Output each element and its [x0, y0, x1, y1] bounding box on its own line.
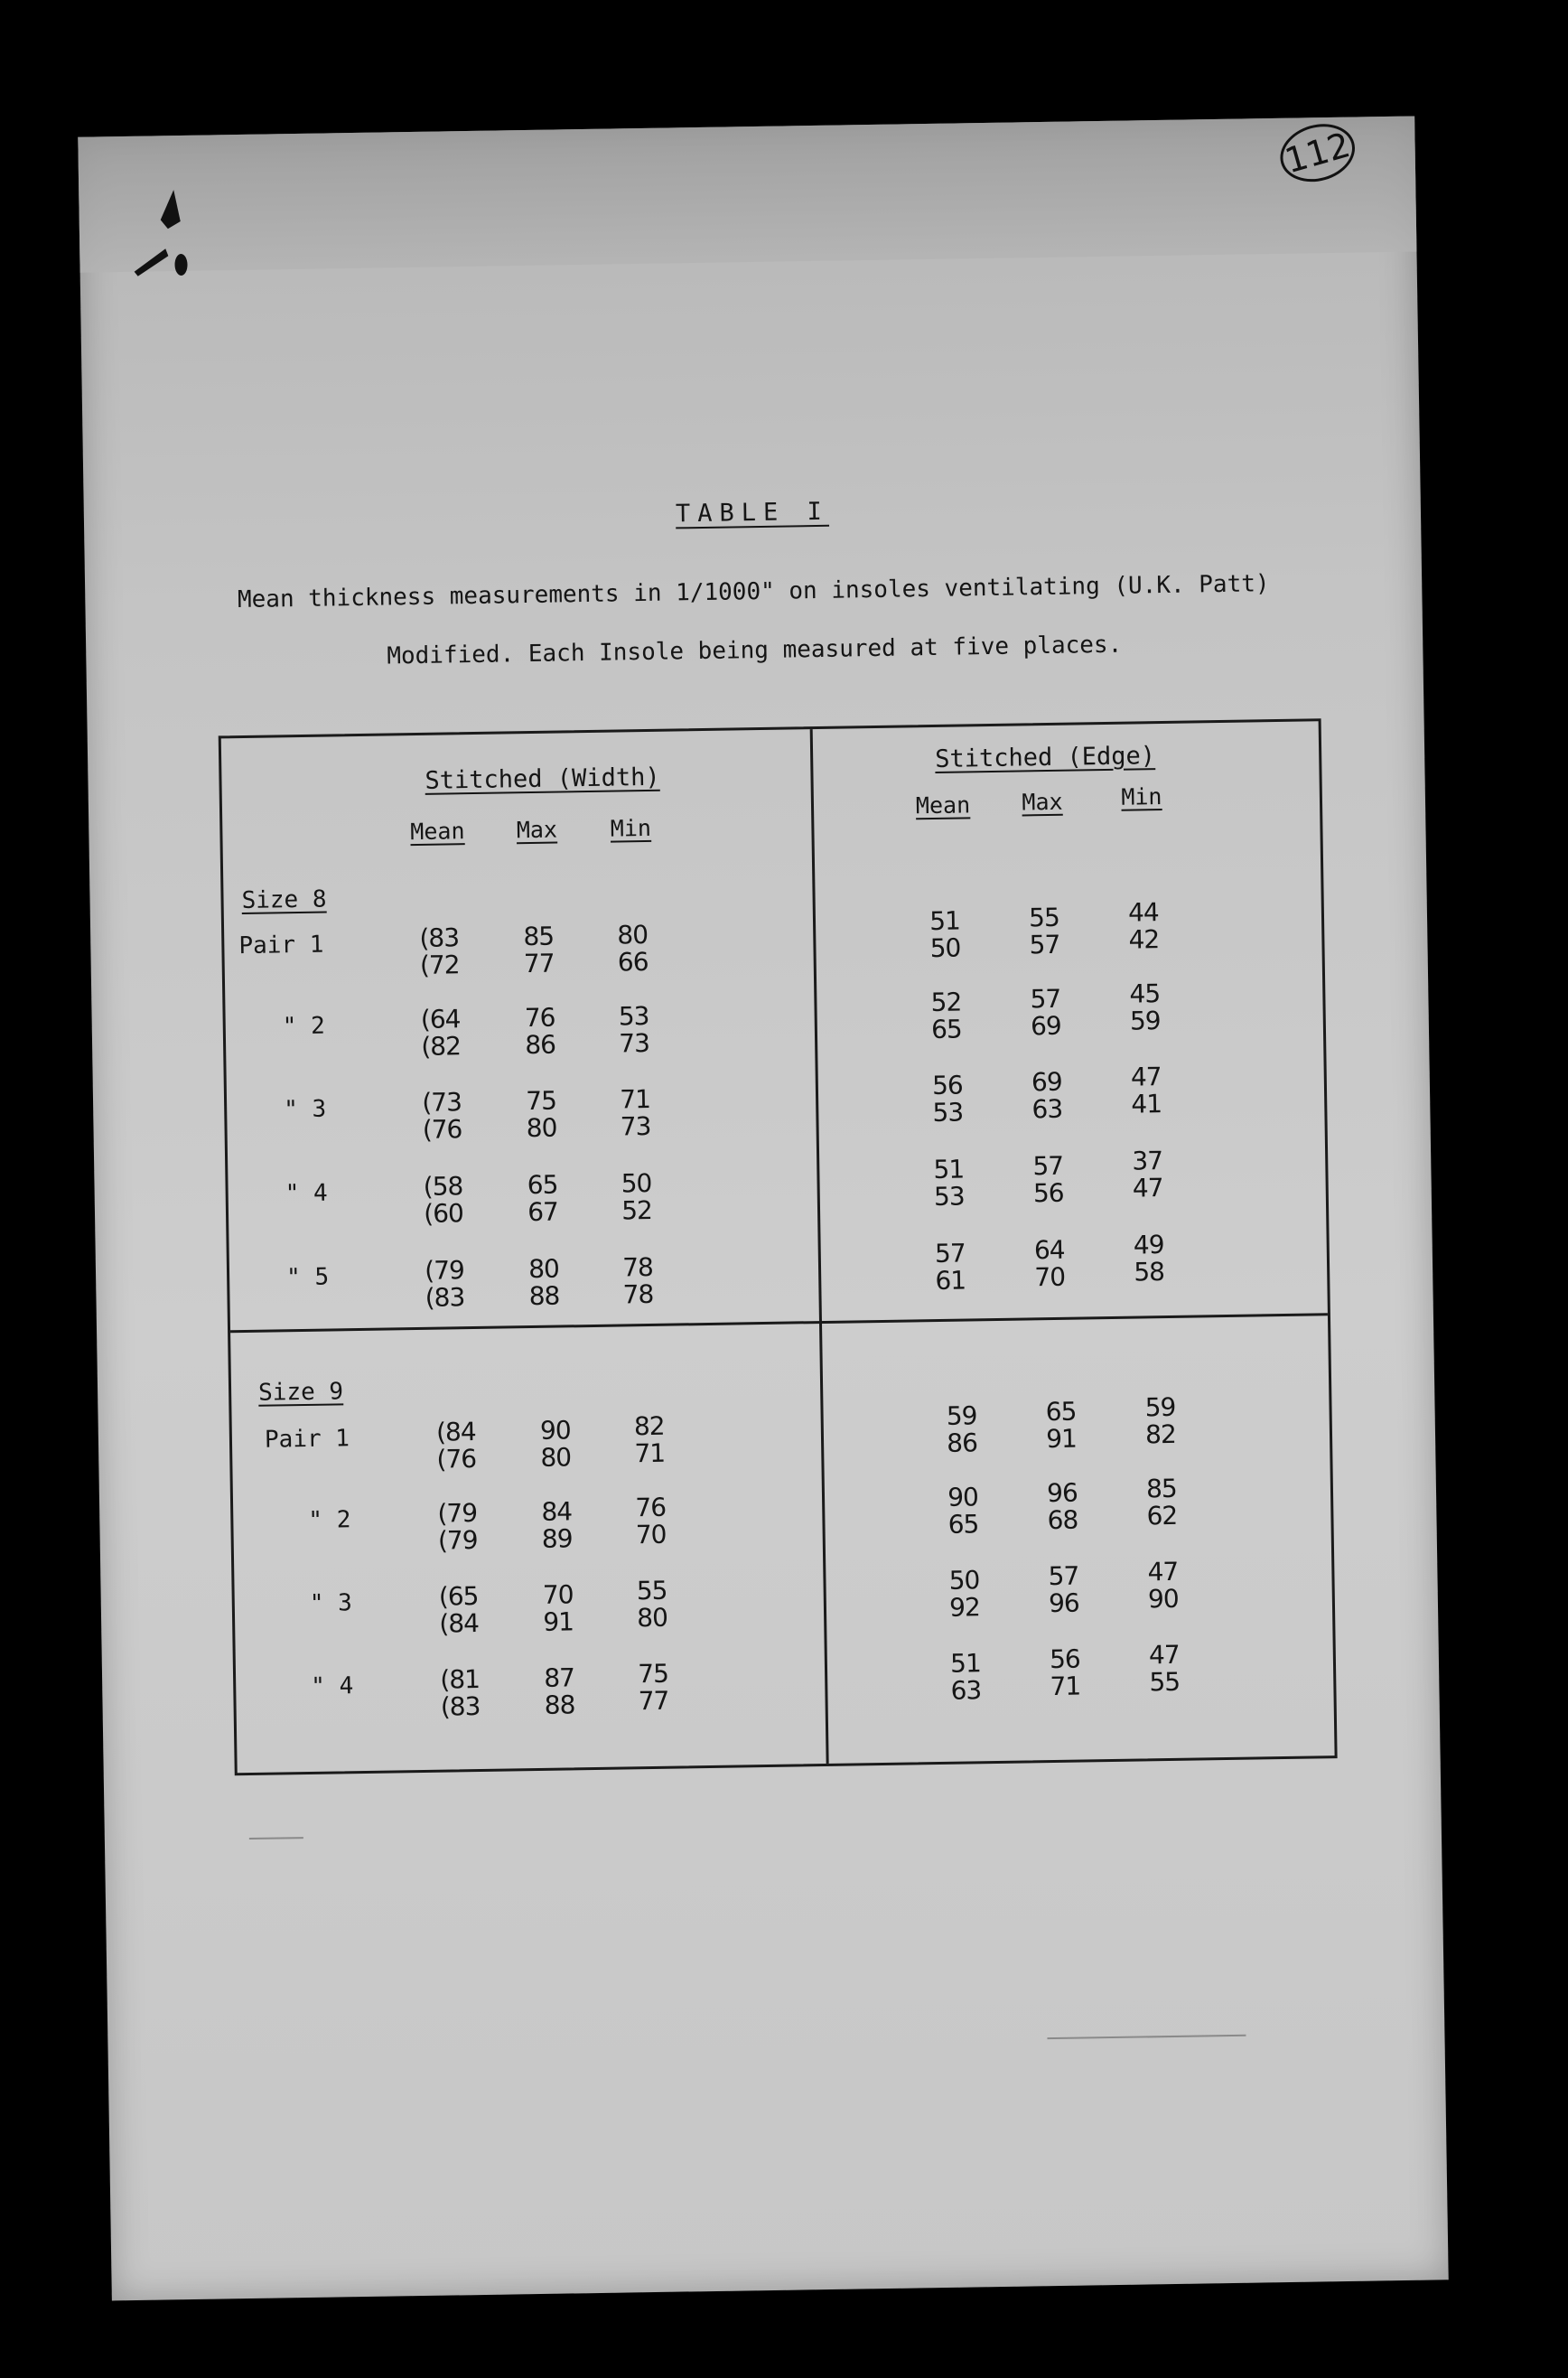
cell-edge-max: 57 96 [1048, 1560, 1079, 1619]
row-label: " 2 [308, 1506, 351, 1534]
cell-width-mean: ( 58 ( 60 [397, 1173, 489, 1229]
cell-width-min: 53 73 [618, 1000, 650, 1059]
col-head-width-mean: Mean [410, 818, 465, 846]
cell-edge-min: 59 82 [1144, 1391, 1177, 1450]
cell-width-mean: ( 79 ( 79 [412, 1500, 503, 1556]
cell-edge-mean: 52 65 [930, 987, 962, 1045]
cell-edge-max: 57 56 [1032, 1150, 1064, 1209]
cell-edge-mean: 57 61 [934, 1238, 966, 1297]
row-label: " 3 [309, 1589, 353, 1617]
cell-edge-min: 45 59 [1129, 978, 1161, 1036]
scan-shadow-band [78, 117, 1416, 273]
cell-width-min: 76 70 [635, 1492, 667, 1550]
cell-edge-min: 85 62 [1145, 1473, 1178, 1531]
cell-edge-mean: 56 53 [931, 1070, 964, 1128]
row-label: " 4 [285, 1179, 328, 1208]
row-label: Pair 1 [264, 1425, 350, 1454]
cell-width-mean: ( 65 ( 84 [413, 1583, 504, 1639]
cell-edge-mean: 59 86 [946, 1400, 978, 1458]
cell-edge-min: 47 41 [1130, 1062, 1162, 1119]
cell-width-max: 75 80 [526, 1085, 557, 1144]
group-title-stitched-edge: Stitched (Edge) [934, 742, 1156, 773]
cell-width-max: 80 88 [527, 1253, 560, 1312]
col-head-width-max: Max [516, 816, 558, 844]
cell-width-max: 85 77 [523, 921, 555, 979]
cell-edge-max: 56 71 [1049, 1643, 1081, 1702]
col-head-width-min: Min [610, 814, 652, 842]
cell-width-min: 50 52 [621, 1167, 653, 1226]
cell-width-max: 70 91 [542, 1579, 574, 1637]
stray-pencil-mark [249, 1837, 303, 1840]
cell-edge-min: 49 58 [1133, 1230, 1165, 1287]
cell-edge-max: 57 69 [1030, 983, 1061, 1042]
cell-edge-mean: 51 53 [933, 1154, 965, 1212]
row-label: " 4 [311, 1672, 354, 1700]
cell-edge-max: 64 70 [1033, 1234, 1066, 1293]
cell-edge-min: 47 55 [1148, 1639, 1181, 1698]
col-head-edge-mean: Mean [915, 791, 971, 819]
cell-width-max: 84 89 [541, 1496, 573, 1554]
cell-edge-mean: 90 65 [947, 1482, 979, 1540]
table-description-line-1: Mean thickness measurements in 1/1000" on insoles ventilating (U.K. Patt) [237, 570, 1270, 614]
cell-edge-mean: 50 92 [948, 1565, 981, 1623]
table-horizontal-divider [230, 1313, 1328, 1333]
cell-width-mean: ( 84 ( 76 [411, 1418, 502, 1475]
row-label: " 3 [284, 1095, 327, 1124]
cell-edge-max: 69 63 [1031, 1066, 1063, 1125]
page-number-text: 112 [1280, 125, 1355, 182]
cell-width-mean: ( 81 ( 83 [415, 1666, 506, 1722]
cell-width-min: 71 73 [620, 1083, 651, 1142]
cell-edge-mean: 51 63 [949, 1648, 982, 1706]
cell-width-min: 80 66 [617, 919, 649, 978]
data-table [219, 718, 1338, 1775]
size-label-8: Size 8 [241, 885, 327, 915]
cell-edge-min: 37 47 [1132, 1146, 1163, 1203]
ink-blot-mark [124, 185, 198, 286]
row-label: Pair 1 [238, 931, 324, 960]
group-title-stitched-width: Stitched (Width) [425, 763, 660, 795]
cell-edge-min: 47 90 [1147, 1556, 1179, 1615]
cell-edge-max: 55 57 [1028, 902, 1060, 960]
cell-width-mean: ( 83 ( 72 [394, 924, 485, 980]
row-label: " 2 [282, 1012, 326, 1041]
document-page [78, 117, 1448, 2301]
cell-edge-min: 44 42 [1127, 897, 1160, 955]
cell-width-max: 87 88 [544, 1662, 575, 1720]
cell-width-min: 75 77 [637, 1658, 669, 1717]
stray-pencil-mark [1047, 2035, 1246, 2039]
cell-edge-max: 96 68 [1046, 1477, 1078, 1536]
row-label: " 5 [285, 1263, 330, 1292]
table-description-line-2: Modified. Each Insole being measured at five places. [387, 631, 1123, 670]
cell-width-min: 78 78 [621, 1251, 654, 1310]
table-vertical-divider [810, 729, 829, 1764]
table-title: TABLE I [675, 497, 830, 529]
cell-edge-max: 65 91 [1045, 1396, 1078, 1455]
cell-width-min: 55 80 [636, 1575, 668, 1634]
col-head-edge-max: Max [1022, 788, 1063, 816]
col-head-edge-min: Min [1121, 783, 1162, 810]
cell-width-max: 76 86 [524, 1002, 556, 1061]
cell-edge-mean: 51 50 [929, 905, 961, 964]
cell-width-max: 90 80 [539, 1415, 572, 1473]
cell-width-mean: ( 64 ( 82 [395, 1006, 486, 1062]
cell-width-mean: ( 73 ( 76 [397, 1089, 488, 1145]
size-label-9: Size 9 [257, 1378, 344, 1407]
cell-width-max: 65 67 [527, 1169, 559, 1228]
cell-width-mean: ( 79 ( 83 [399, 1257, 490, 1313]
cell-width-min: 82 71 [633, 1410, 666, 1469]
